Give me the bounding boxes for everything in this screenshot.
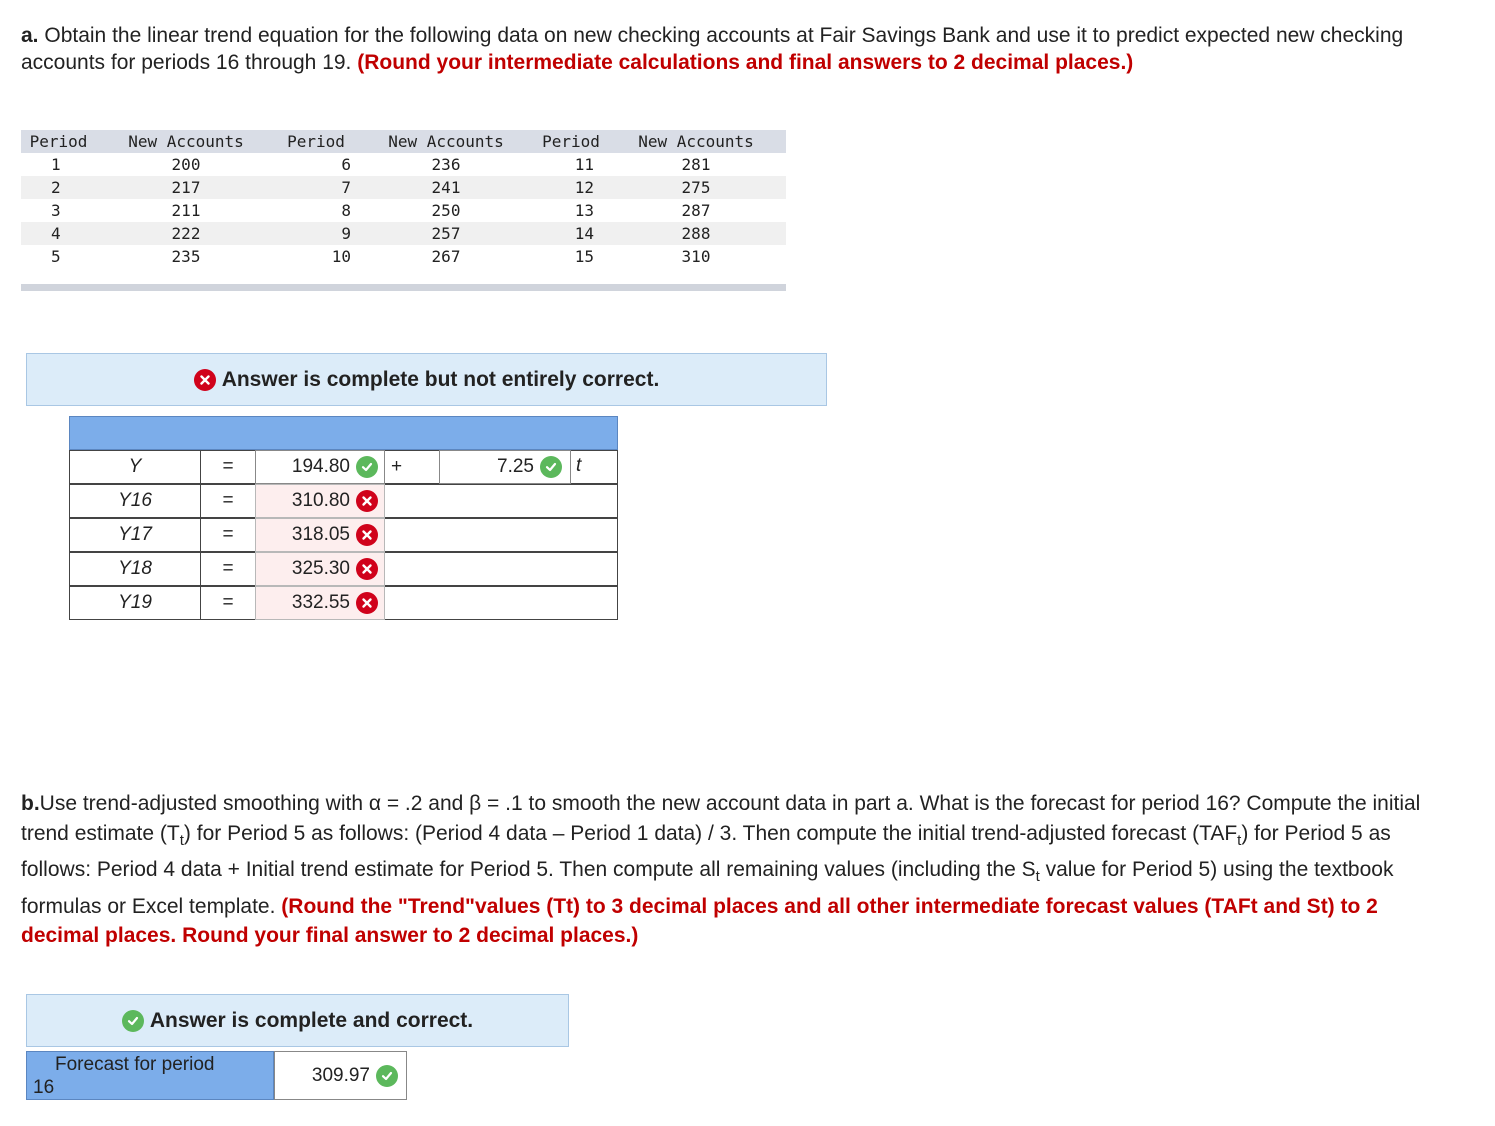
- incorrect-icon: [356, 490, 378, 512]
- question-a-instruction: (Round your intermediate calculations and final answers to 2 decimal places.): [357, 51, 1134, 74]
- incorrect-icon: [194, 369, 216, 391]
- table-cell: 10: [331, 247, 351, 266]
- equals-sign: =: [201, 586, 255, 620]
- intercept-input[interactable]: [255, 450, 385, 484]
- question-b-text-2: ) for Period 5 as follows: (Period 4 data – Period 1 data) / 3. Then compute the initial trend-adjusted forecast (TAF: [183, 821, 1238, 845]
- feedback-banner-correct: [26, 994, 569, 1047]
- correct-icon: [376, 1065, 398, 1087]
- incorrect-icon: [356, 592, 378, 614]
- intercept-value: 194.80: [291, 456, 350, 477]
- table-cell: 6: [341, 155, 351, 174]
- header-period-3: Period: [536, 130, 606, 153]
- forecast-label-line1: Forecast for period: [55, 1054, 215, 1075]
- equals-sign: =: [201, 552, 255, 586]
- table-cell: 250: [431, 201, 461, 220]
- slope-value: 7.25: [497, 456, 534, 477]
- question-b-text-4: value for Period 5) using the textbook formulas or Excel template.: [21, 858, 1394, 918]
- feedback-banner-partial: [26, 353, 827, 406]
- table-row: [21, 153, 786, 176]
- data-table: [21, 130, 786, 291]
- header-period-1: Period: [21, 130, 96, 153]
- table-cell: 217: [96, 176, 276, 199]
- incorrect-icon: [356, 558, 378, 580]
- forecast-label: Y16: [69, 484, 201, 518]
- feedback-text: Answer is complete and correct.: [149, 1008, 474, 1032]
- header-accounts-1: New Accounts: [96, 130, 276, 153]
- forecast-input[interactable]: [255, 552, 385, 586]
- table-cell: 2: [21, 176, 96, 199]
- table-cell: 287: [681, 201, 711, 220]
- incorrect-icon: [356, 524, 378, 546]
- header-period-2: Period: [276, 130, 356, 153]
- table-cell: 211: [171, 201, 201, 220]
- table-cell: 241: [356, 176, 536, 199]
- table-cell: 1: [51, 155, 61, 174]
- question-b-instruction: (Round the "Trend"values (Tt) to 3 decimal places and all other intermediate forecast values (TAFt and St) to 2 decimal places. Round your final answer to 2 decimal places.): [21, 894, 1378, 948]
- slope-input[interactable]: [439, 450, 571, 484]
- forecast-value: 310.80: [291, 490, 350, 511]
- forecast-row-y17: [69, 518, 618, 552]
- correct-icon: [356, 456, 378, 478]
- table-row: [21, 199, 786, 222]
- table-cell: 236: [431, 155, 461, 174]
- equation-label: Y: [69, 450, 201, 484]
- forecast-row-y18: [69, 552, 618, 586]
- table-cell: 15: [574, 247, 594, 266]
- equals-sign: =: [201, 518, 255, 552]
- table-row: [21, 222, 786, 245]
- table-cell: 11: [574, 155, 594, 174]
- table-cell: 288: [606, 222, 786, 245]
- table-cell: 8: [341, 201, 351, 220]
- header-accounts-2: New Accounts: [356, 130, 536, 153]
- forecast-label: Y18: [69, 552, 201, 586]
- table-cell: 200: [171, 155, 201, 174]
- forecast-period-value: 309.97: [311, 1064, 370, 1086]
- forecast-input[interactable]: [255, 484, 385, 518]
- table-cell: 235: [171, 247, 201, 266]
- equals-sign: =: [201, 450, 255, 484]
- equation-row: [69, 450, 618, 484]
- empty-cell: [385, 586, 618, 620]
- table-cell: 7: [276, 176, 356, 199]
- table-cell: 3: [51, 201, 61, 220]
- forecast-row-y19: [69, 586, 618, 620]
- table-cell: 14: [536, 222, 606, 245]
- subscript-t: t: [1237, 831, 1242, 849]
- table-cell: 257: [356, 222, 536, 245]
- question-b: [21, 789, 1461, 951]
- forecast-value: 332.55: [291, 592, 350, 613]
- forecast-value: 325.30: [291, 558, 350, 579]
- table-footer-bar: [21, 284, 786, 291]
- empty-cell: [385, 518, 618, 552]
- question-b-text-1: Use trend-adjusted smoothing with α = .2 and β = .1 to smooth the new account data in part a. What is the forecast for period 16? Compute the initial trend estimate (T: [21, 792, 1421, 845]
- question-a-lead: a.: [21, 24, 39, 47]
- equals-sign: =: [201, 484, 255, 518]
- table-row: [21, 245, 786, 268]
- table-cell: 9: [276, 222, 356, 245]
- table-cell: 281: [681, 155, 711, 174]
- forecast-input[interactable]: [255, 518, 385, 552]
- question-b-lead: b.: [21, 792, 40, 815]
- table-row: [21, 176, 786, 199]
- answer-grid-header: [69, 416, 618, 450]
- table-cell: 4: [21, 222, 96, 245]
- data-table-header: [21, 130, 786, 153]
- table-cell: 222: [96, 222, 276, 245]
- table-cell: 5: [51, 247, 61, 266]
- empty-cell: [385, 552, 618, 586]
- question-a: [21, 22, 1421, 76]
- plus-sign: +: [385, 450, 439, 484]
- forecast-label: Y19: [69, 586, 201, 620]
- forecast-input[interactable]: [255, 586, 385, 620]
- answer-grid: [69, 416, 618, 620]
- table-cell: 310: [681, 247, 711, 266]
- table-spacer: [21, 268, 786, 284]
- forecast-period-input[interactable]: [274, 1051, 407, 1100]
- question-a-text: Obtain the linear trend equation for the following data on new checking accounts at Fair Savings Bank and use it to predict expected new checking accounts for periods 16 through 19.: [21, 24, 1404, 74]
- table-cell: 13: [574, 201, 594, 220]
- correct-icon: [540, 456, 562, 478]
- subscript-t: t: [1035, 868, 1040, 886]
- correct-icon: [122, 1010, 144, 1032]
- forecast-row-y16: [69, 484, 618, 518]
- forecast-label-line2: 16: [33, 1077, 55, 1098]
- time-variable: t: [571, 450, 618, 484]
- table-cell: 267: [431, 247, 461, 266]
- forecast-period-label: [26, 1051, 274, 1100]
- header-accounts-3: New Accounts: [606, 130, 786, 153]
- question-b-text-3: ) for Period 5 as follows: Period 4 data + Initial trend estimate for Period 5. Then compute all remaining values (including the S: [21, 821, 1391, 882]
- forecast-value: 318.05: [291, 524, 350, 545]
- empty-cell: [385, 484, 618, 518]
- subscript-t: t: [179, 831, 184, 849]
- feedback-text: Answer is complete but not entirely correct.: [221, 367, 660, 391]
- table-cell: 275: [606, 176, 786, 199]
- forecast-label: Y17: [69, 518, 201, 552]
- table-cell: 12: [536, 176, 606, 199]
- forecast-answer-row: [26, 1051, 407, 1100]
